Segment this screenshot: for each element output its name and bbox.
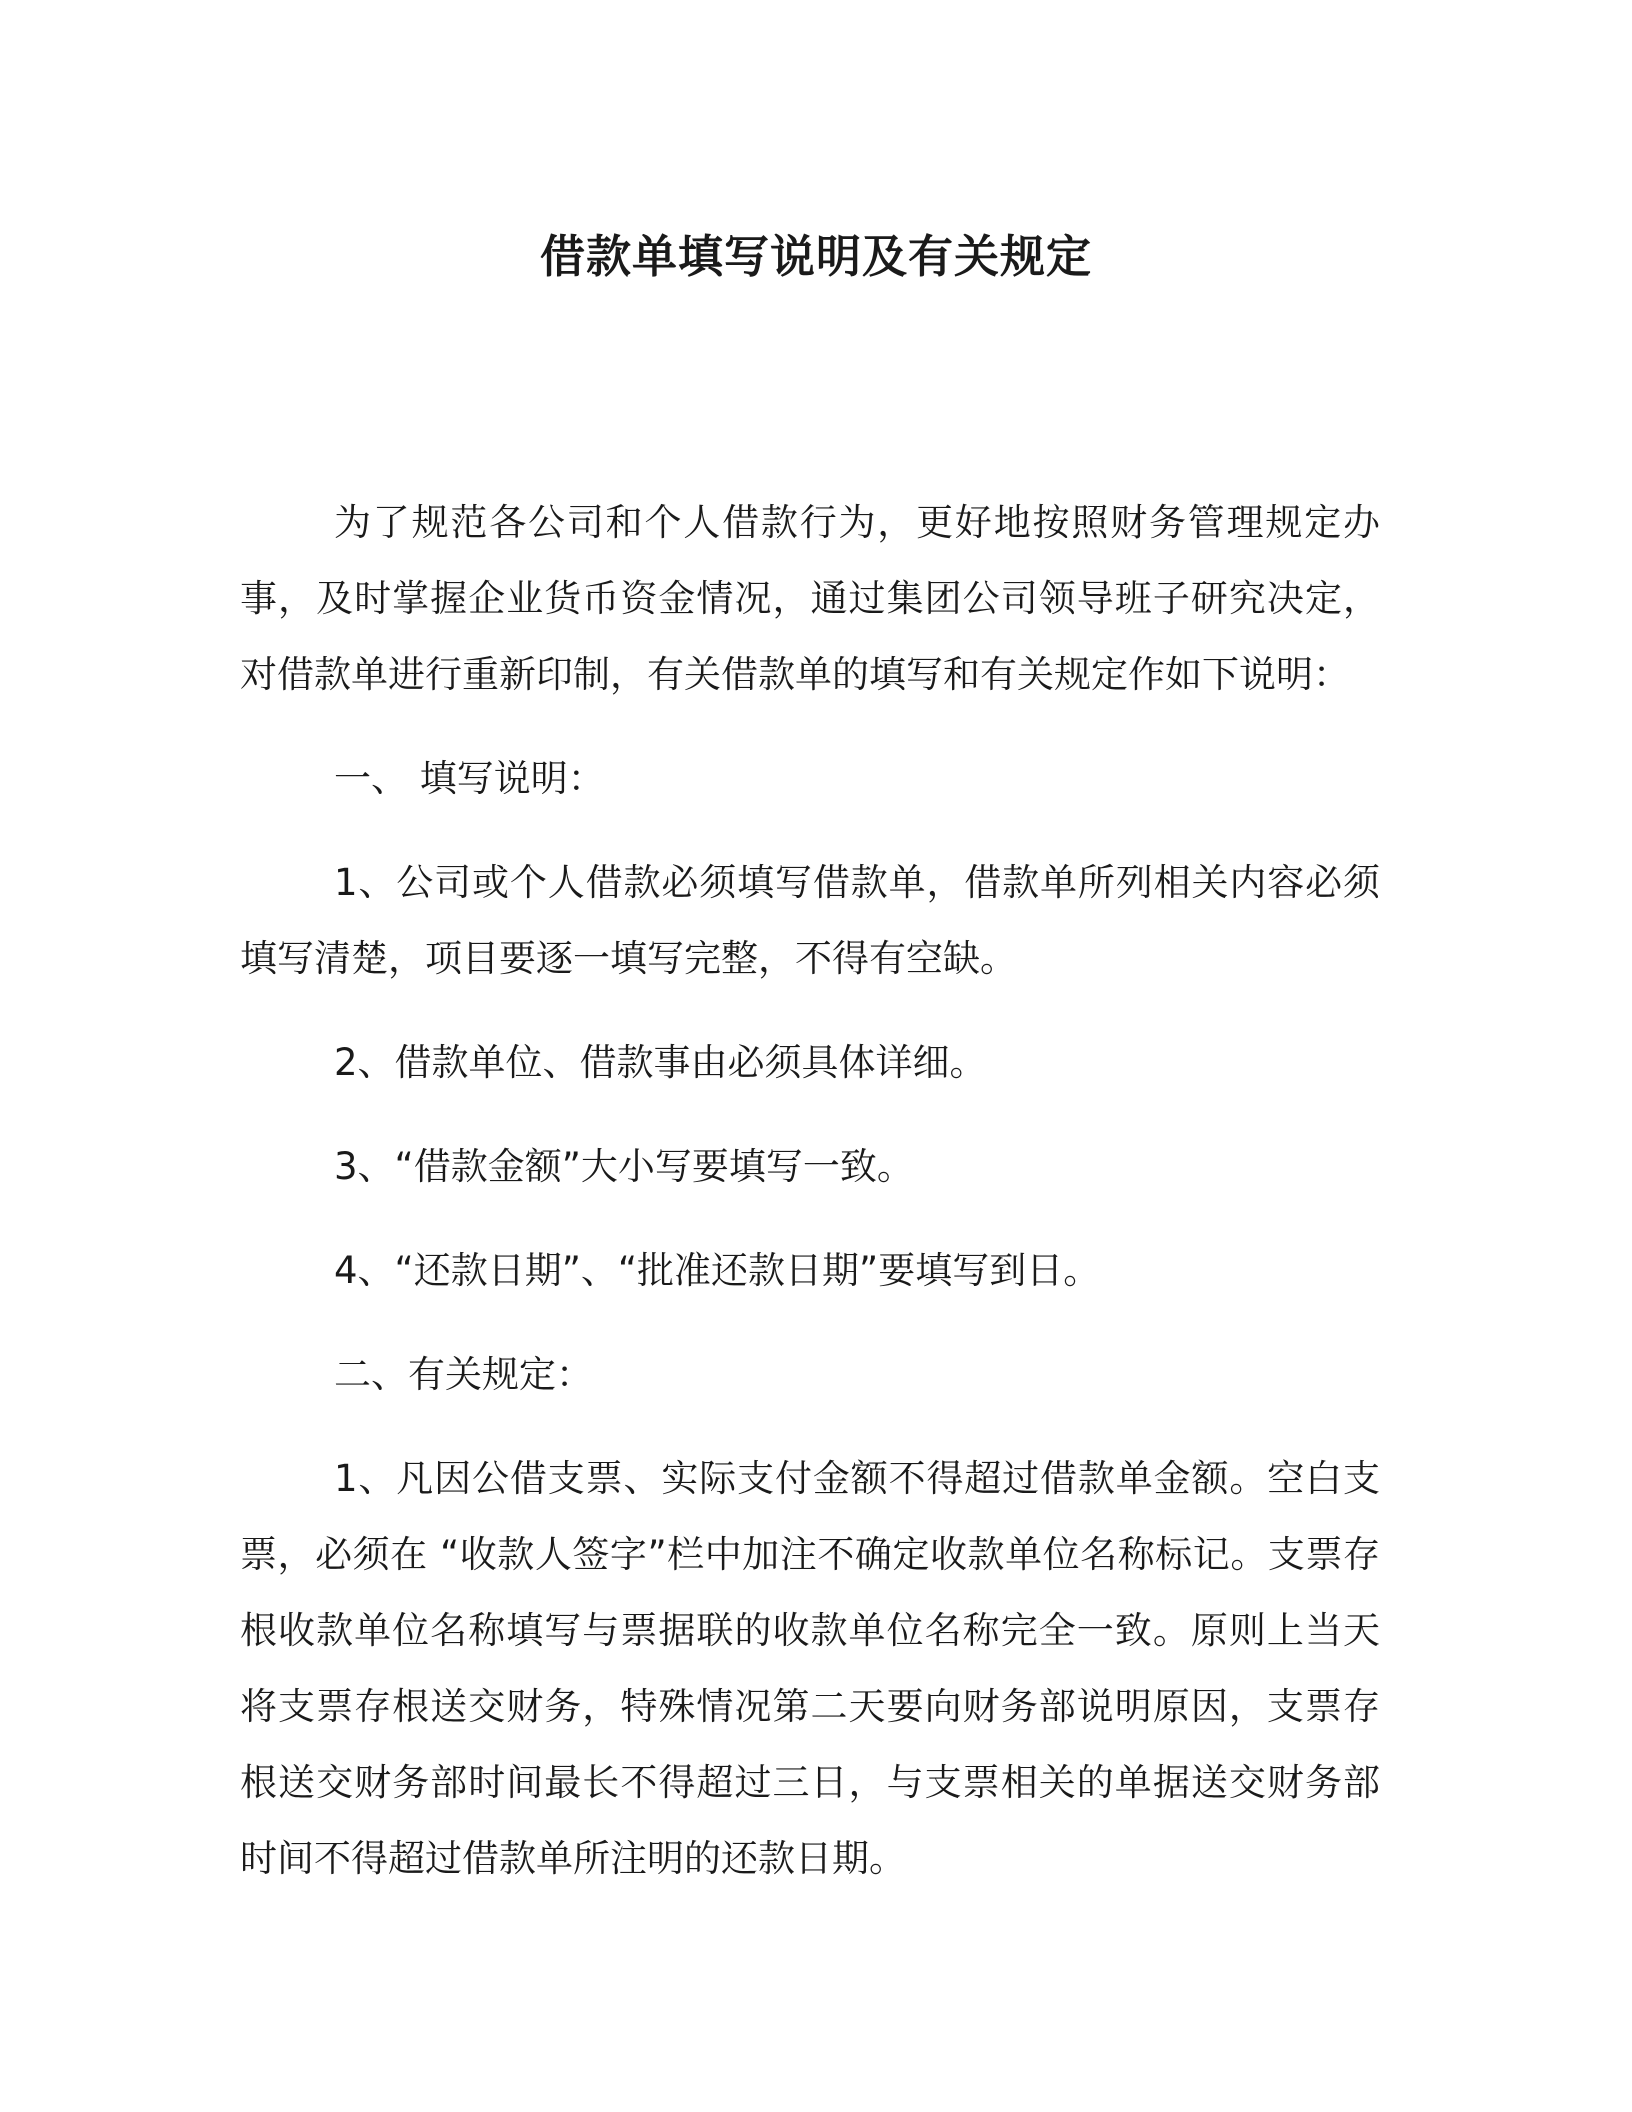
section-1-item-4: 4、“还款日期”、“批准还款日期”要填写到日。 [334, 1249, 1101, 1292]
section-1-item-1: 1、公司或个人借款必须填写借款单，借款单所列相关内容必须填写清楚，项目要逐一填写完整，不得有空缺。 [240, 861, 1380, 980]
section-1-item-2: 2、借款单位、借款事由必须具体详细。 [334, 1041, 987, 1084]
document-title: 借款单填写说明及有关规定 [539, 230, 1092, 283]
section-2-item-1: 1、凡因公借支票、实际支付金额不得超过借款单金额。空白支票，必须在 “收款人签字”栏中加注不确定收款单位名称标记。支票存根收款单位名称填写与票据联的收款单位名称完全一致。原则上当天将支票存根送交财务，特殊情况第二天要向财务部说明原因，支票存根送交财务部时间最长不得超过三日，与支票相关的单据送交财务部时间不得超过借款单所注明的还款日期。 [240, 1457, 1380, 1880]
section-2-heading: 二、有关规定： [334, 1353, 593, 1396]
section-1-item-3: 3、“借款金额”大小写要填写一致。 [334, 1145, 914, 1188]
section-1-heading: 一、 填写说明： [334, 757, 605, 800]
intro-paragraph: 为了规范各公司和个人借款行为，更好地按照财务管理规定办事，及时掌握企业货币资金情况，通过集团公司领导班子研究决定，对借款单进行重新印制，有关借款单的填写和有关规定作如下说明： [240, 501, 1380, 696]
document-body [240, 485, 1380, 1925]
